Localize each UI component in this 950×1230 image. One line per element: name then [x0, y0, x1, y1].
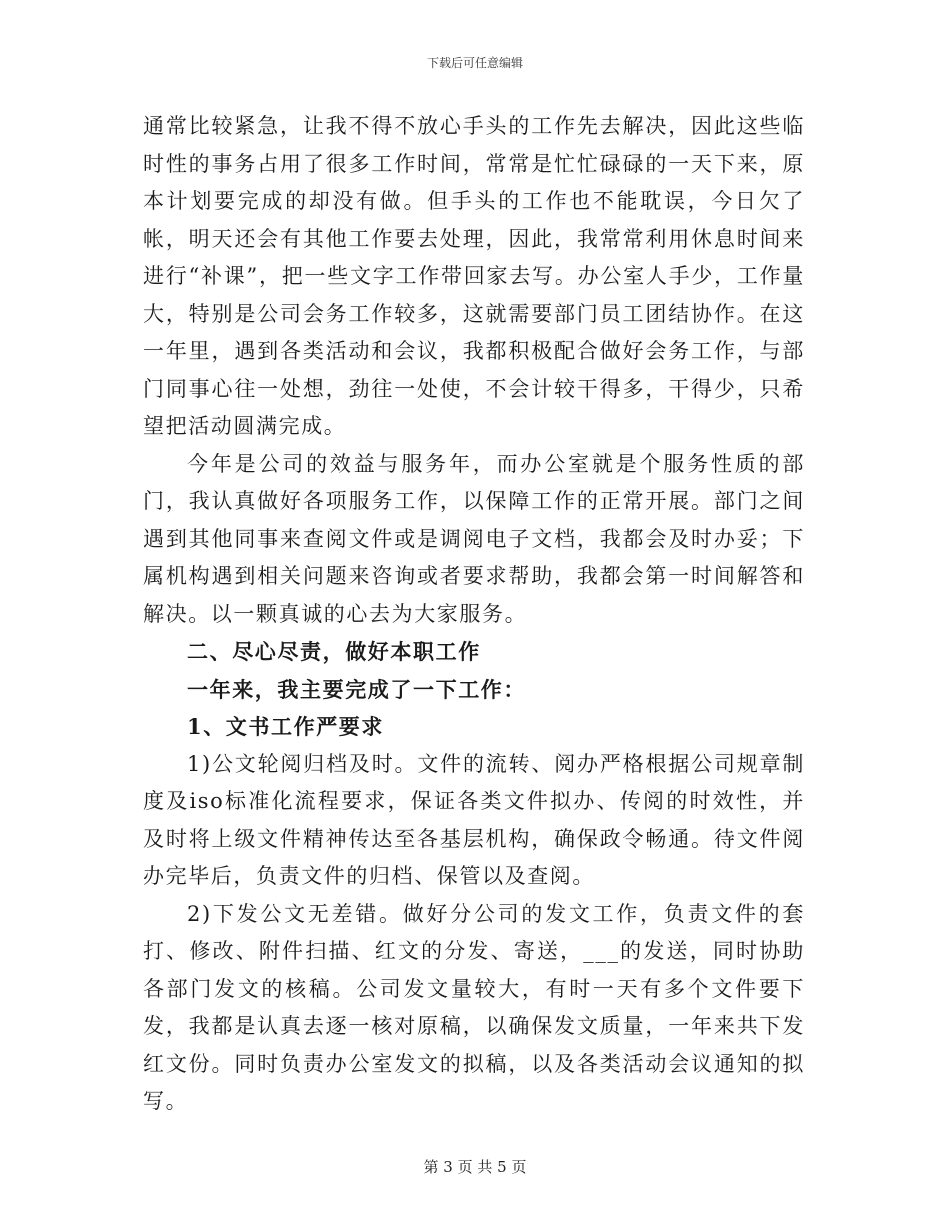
page-header-note: 下载后可任意编辑	[426, 56, 523, 70]
paragraph-2: 今年是公司的效益与服务年，而办公室就是个服务性质的部门，我认真做好各项服务工作，以保障工作的正常开展。部门之间遇到其他同事来查阅文件或是调阅电子文档，我都会及时办妥；下属机构遇到相关问题来咨询或者要求帮助，我都会第一时间解答和解决。以一颗真诚的心去为大家服务。	[143, 451, 805, 626]
paragraph-3: 1)公文轮阅归档及时。文件的流转、阅办严格根据公司规章制度及iso标准化流程要求，保证各类文件拟办、传阅的时效性，并及时将上级文件精神传达至各基层机构，确保政令畅通。待文件阅办完毕后，负责文件的归档、保管以及查阅。	[143, 751, 805, 888]
section-heading: 二、尽心尽责，做好本职工作	[187, 639, 481, 664]
subsection-intro: 一年来，我主要完成了一下工作：	[187, 676, 526, 702]
paragraph-1: 通常比较紧急，让我不得不放心手头的工作先去解决，因此这些临时性的事务占用了很多工作时间，常常是忙忙碌碌的一天下来，原本计划要完成的却没有做。但手头的工作也不能耽误，今日欠了帐，明天还会有其他工作要去处理，因此，我常常利用休息时间来进行“补课”，把一些文字工作带回家去写。办公室人手少，工作量大，特别是公司会务工作较多，这就需要部门员工团结协作。在这一年里，遇到各类活动和会议，我都积极配合做好会务工作，与部门同事心往一处想，劲往一处使，不会计较干得多，干得少，只希望把活动圆满完成。	[143, 114, 805, 438]
document-body	[143, 108, 805, 1121]
page-number-footer: 第 3 页 共 5 页	[423, 1158, 527, 1176]
paragraph-4: 2)下发公文无差错。做好分公司的发文工作，负责文件的套打、修改、附件扫描、红文的分发、寄送，___的发送，同时协助各部门发文的核稿。公司发文量较大，有时一天有多个文件要下发，我都是认真去逐一核对原稿，以确保发文质量，一年来共下发红文份。同时负责办公室发文的拟稿，以及各类活动会议通知的拟写。	[143, 901, 805, 1113]
subsection-heading: 1、文书工作严要求	[187, 714, 385, 739]
